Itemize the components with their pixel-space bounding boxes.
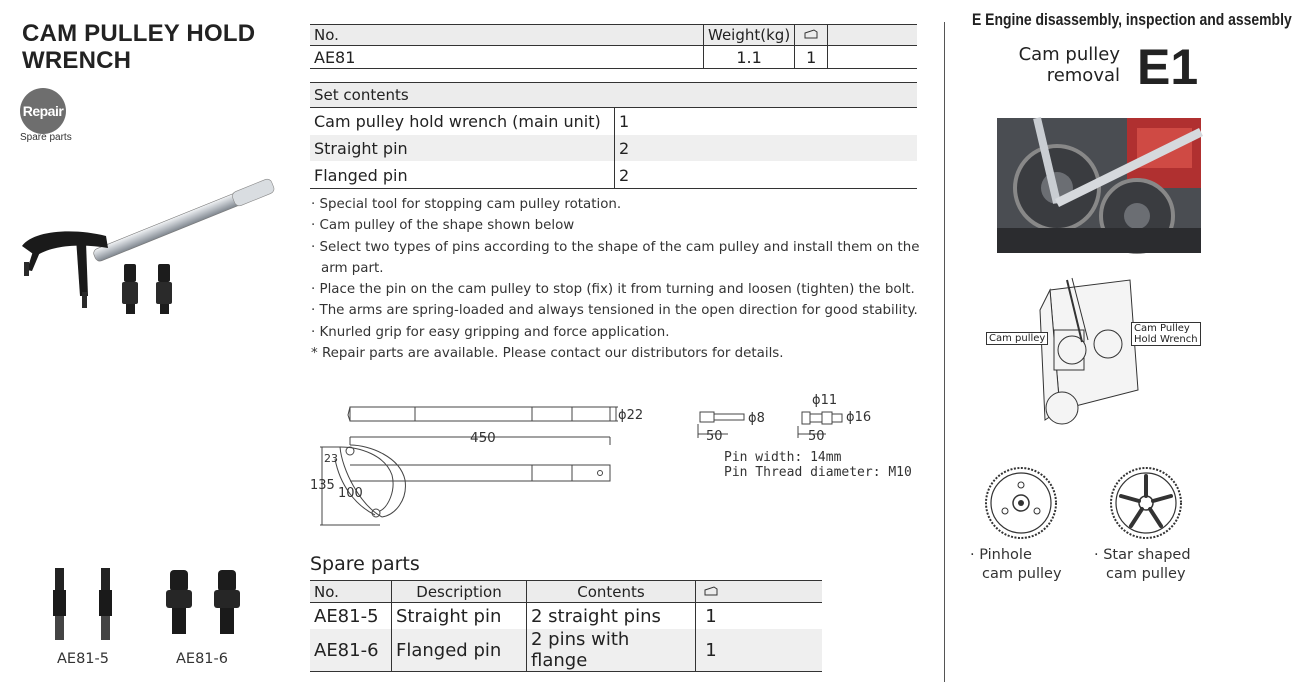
dim-100: 100 [338, 486, 363, 501]
title-line-1: CAM PULLEY HOLD [22, 20, 256, 47]
wrench-product-image [14, 158, 294, 328]
section-subtitle: Cam pulley removal [1018, 44, 1120, 86]
section-heading: E Engine disassembly, inspection and assembly [972, 10, 1292, 29]
feature-list [311, 194, 921, 364]
spare-parts-note: Spare parts [20, 132, 72, 143]
dim-pin2-len: 50 [808, 429, 825, 444]
set-contents-table [310, 82, 917, 189]
dim-pin2-d1: ϕ11 [812, 393, 838, 408]
caption-star-pulley: · Star shaped cam pulley [1094, 547, 1191, 582]
section-code: E1 [1137, 39, 1199, 95]
spec-no: AE81 [310, 46, 704, 69]
pin-width-note: Pin width: 14mm [724, 450, 842, 465]
dim-pin1-d: ϕ8 [748, 411, 765, 426]
star-pulley-image [1109, 466, 1183, 540]
dim-450: 450 [470, 430, 496, 446]
dim-pin1-len: 50 [706, 429, 723, 444]
box-icon [795, 25, 828, 46]
pin-dimension-drawing [692, 388, 892, 448]
pin-pair-small [122, 264, 172, 314]
spec-table-header [310, 25, 917, 46]
engine-diagram [1010, 270, 1140, 435]
header-weight: Weight(kg) [704, 25, 795, 46]
repair-badge [20, 88, 66, 134]
spare-pins-image [40, 560, 260, 650]
table-row: AE81-6 Flanged pin 2 pins with flange 1 [310, 629, 822, 672]
list-item: · Place the pin on the cam pulley to stop (fix) it from turning and loosen (tighten) the bolt. [311, 282, 915, 298]
engine-photo [997, 118, 1201, 253]
spare-parts-title: Spare parts [310, 553, 420, 575]
column-divider [944, 22, 945, 682]
set-contents-header: Set contents [310, 83, 917, 108]
title-line-2: WRENCH [22, 47, 132, 74]
caption-ae81-5: AE81-5 [57, 651, 109, 667]
pin-thread-note: Pin Thread diameter: M10 [724, 465, 912, 480]
table-row: Cam pulley hold wrench (main unit) 1 [310, 108, 917, 135]
list-item: · Special tool for stopping cam pulley rotation. [311, 197, 622, 212]
table-row: Flanged pin 2 [310, 162, 917, 189]
list-item: arm part. [321, 260, 384, 276]
caption-ae81-6: AE81-6 [176, 651, 228, 667]
product-title [22, 20, 255, 74]
spare-parts-table [310, 580, 822, 672]
list-item: * Repair parts are available. Please contact our distributors for details. [311, 346, 784, 362]
list-item: · Knurled grip for easy gripping and force application. [311, 324, 670, 340]
list-item: · Cam pulley of the shape shown below [311, 218, 575, 234]
label-cam-pulley: Cam pulley [986, 332, 1048, 345]
box-icon [696, 581, 727, 603]
caption-pinhole-pulley: · Pinhole cam pulley [970, 547, 1062, 582]
table-row: AE81-5 Straight pin 2 straight pins 1 [310, 603, 822, 630]
spec-table [310, 24, 917, 69]
header-no: No. [310, 25, 704, 46]
repair-badge-label: Repair [22, 103, 64, 119]
label-hold-wrench: Cam Pulley Hold Wrench [1131, 322, 1201, 346]
spec-table-row [310, 46, 917, 69]
dim-23: 23 [324, 452, 338, 465]
wrench-dimension-drawing [310, 385, 660, 530]
table-row: Straight pin 2 [310, 135, 917, 162]
spec-weight: 1.1 [704, 46, 795, 69]
list-item: · Select two types of pins according to the shape of the cam pulley and install them on the [311, 239, 920, 255]
list-item: · The arms are spring-loaded and always tensioned in the open direction for good stability. [311, 303, 918, 319]
dim-pin2-d2: ϕ16 [846, 410, 872, 425]
pinhole-pulley-image [984, 466, 1058, 540]
spare-parts-header: No. Description Contents [310, 581, 822, 603]
spec-qty: 1 [795, 46, 828, 69]
dim-135: 135 [310, 478, 335, 493]
dim-d22: ϕ22 [618, 408, 644, 423]
